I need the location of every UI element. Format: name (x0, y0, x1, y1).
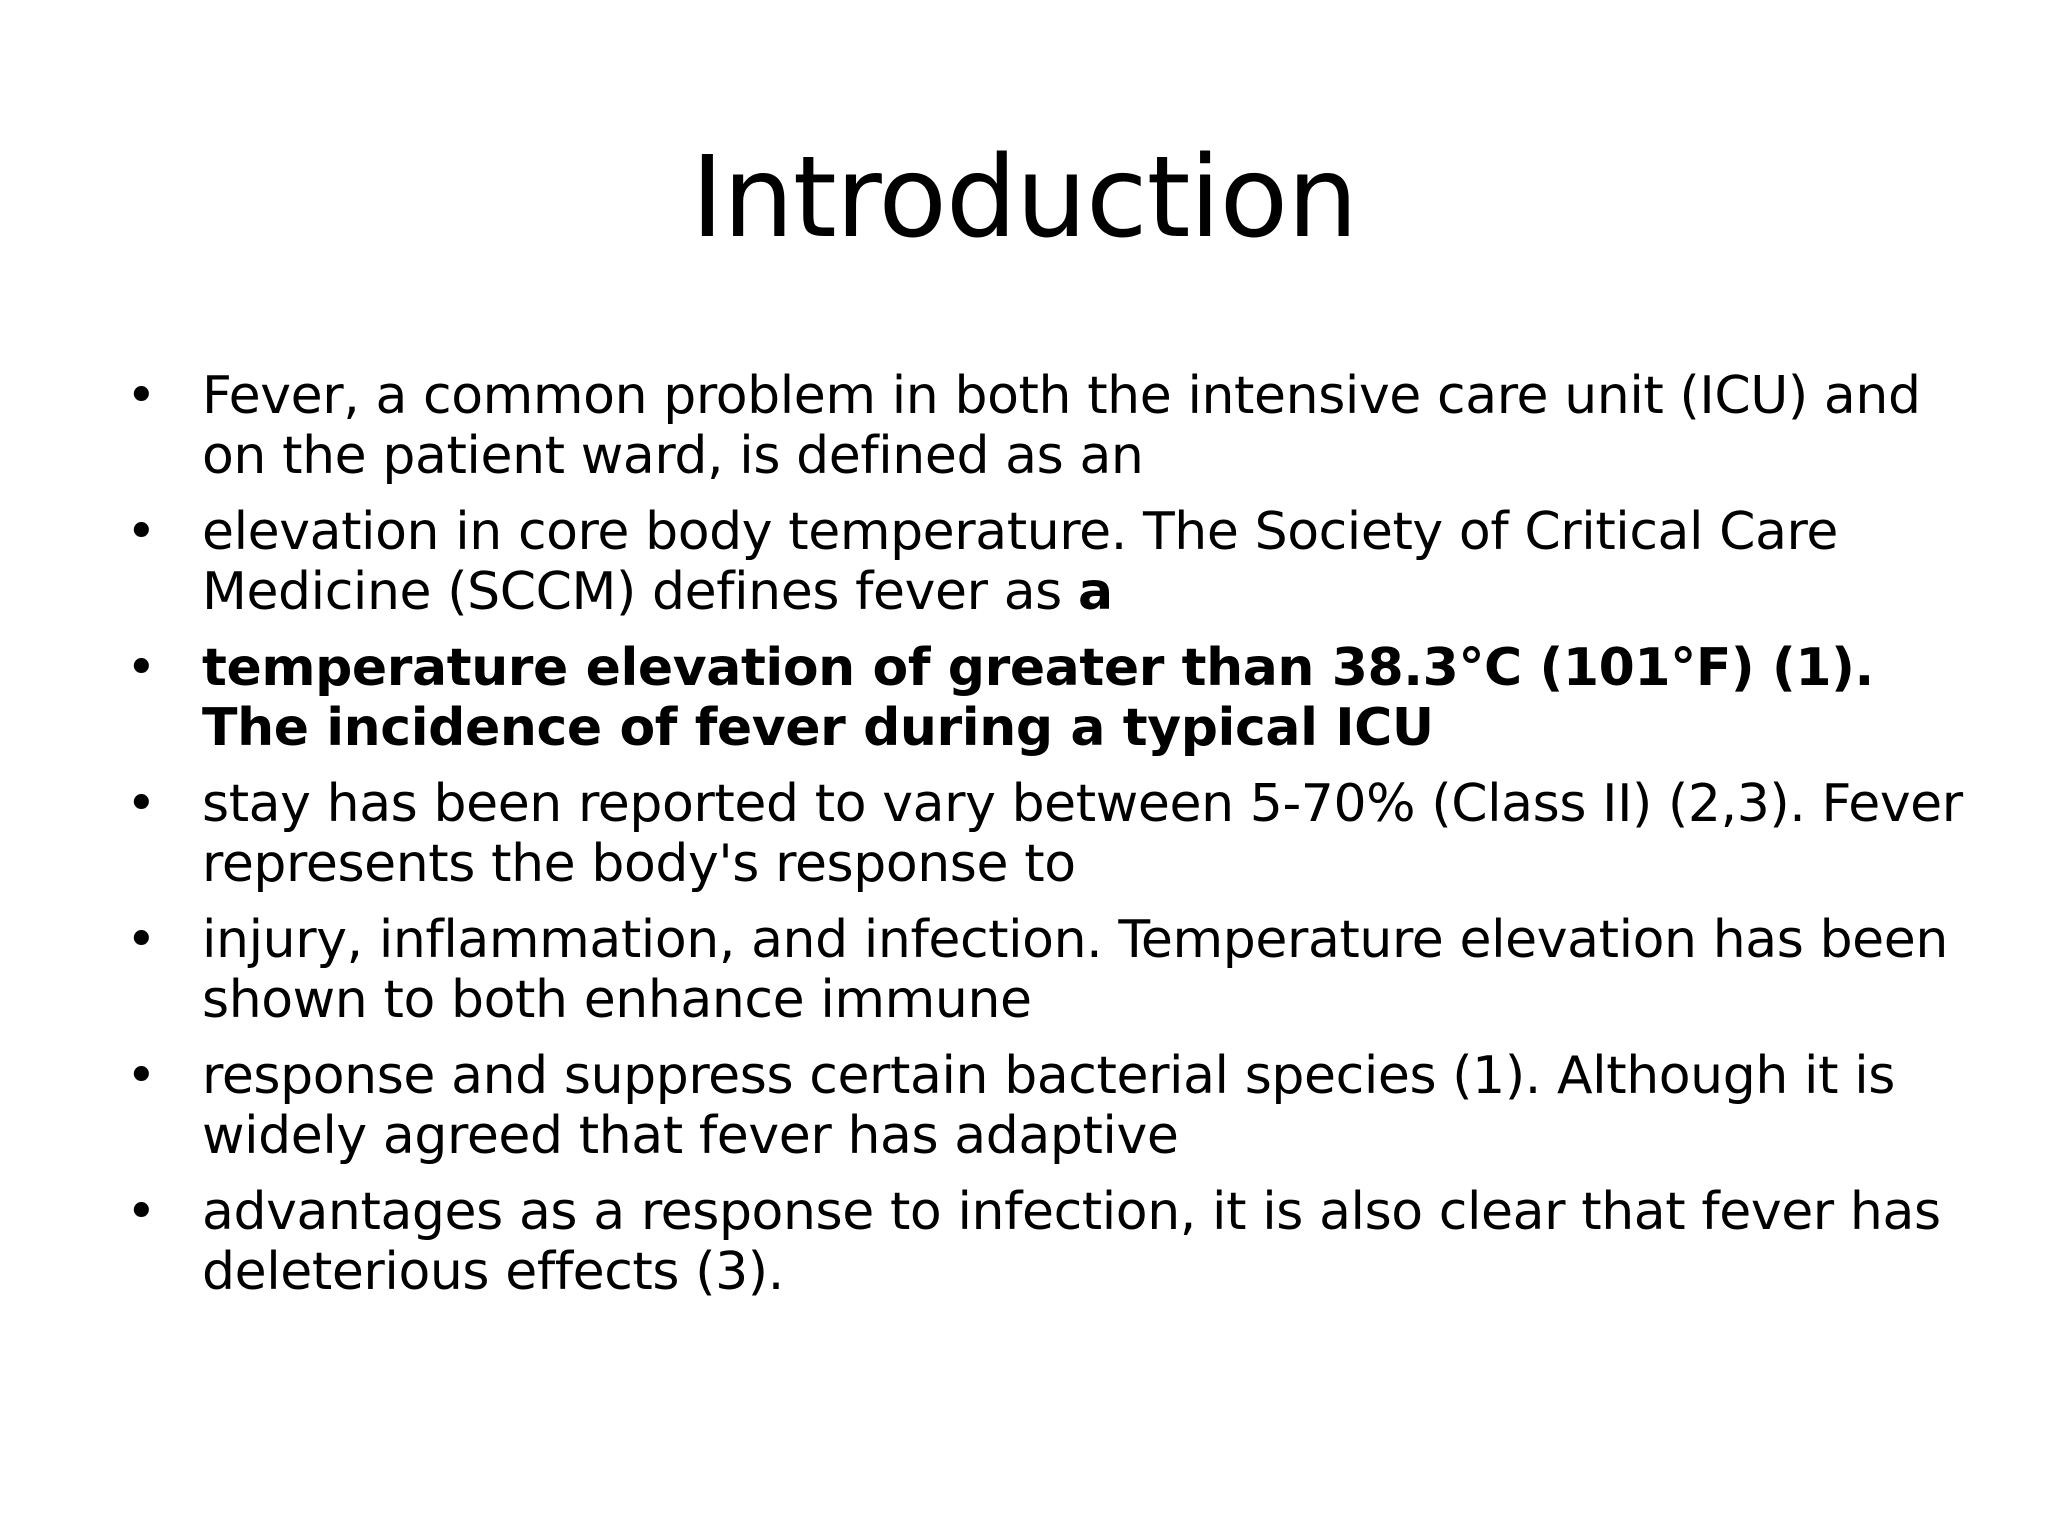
bullet-icon: • (126, 774, 157, 834)
bullet-text: advantages as a response to infection, it is also clear that fever has deleterious effects (3). (202, 1182, 1941, 1302)
bullet-text: elevation in core body temperature. The Society of Critical Care Medicine (SCCM) defines fever as (202, 502, 1838, 622)
bullet-icon: • (126, 910, 157, 970)
bullet-item (118, 638, 1978, 758)
bullet-icon: • (126, 1182, 157, 1242)
bullet-text: Fever, a common problem in both the intensive care unit (ICU) and on the patient ward, is defined as an (202, 366, 1921, 486)
bullet-item (118, 502, 1978, 622)
bullet-icon: • (126, 502, 157, 562)
bullet-bold-text: a (1078, 562, 1113, 622)
bullet-icon: • (126, 1046, 157, 1106)
bullet-item (118, 774, 1978, 894)
bullet-item (118, 910, 1978, 1030)
bullet-item (118, 1182, 1978, 1302)
bullet-list (118, 366, 1978, 1318)
bullet-text: injury, inflammation, and infection. Temperature elevation has been shown to both enhance immune (202, 910, 1948, 1030)
bullet-item (118, 366, 1978, 486)
bullet-bold-text: temperature elevation of greater than 38.3°C (101°F) (1). The incidence of fever during a typical ICU (202, 638, 1874, 758)
bullet-text: response and suppress certain bacterial species (1). Although it is widely agreed that fever has adaptive (202, 1046, 1895, 1166)
bullet-text: stay has been reported to vary between 5-70% (Class II) (2,3). Fever represents the body's response to (202, 774, 1963, 894)
bullet-icon: • (126, 638, 157, 698)
bullet-icon: • (126, 366, 157, 426)
slide-title: Introduction (690, 133, 1358, 263)
bullet-item (118, 1046, 1978, 1166)
